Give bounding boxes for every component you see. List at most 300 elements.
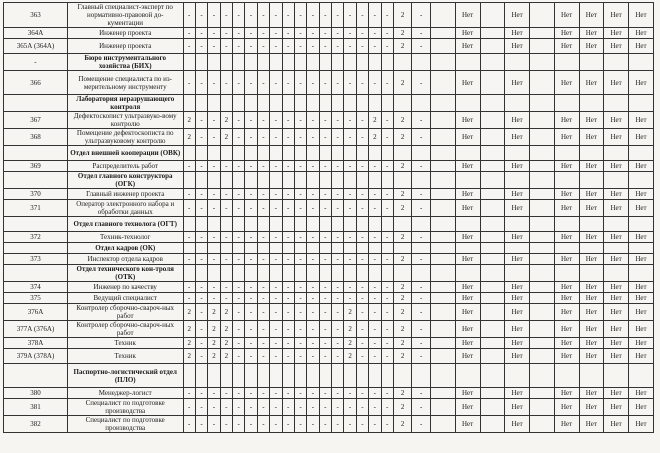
- position-name-cell: Техник: [67, 338, 183, 349]
- answer-cell: [604, 243, 629, 254]
- value-cell: [344, 54, 356, 71]
- value-cell: -: [233, 399, 245, 416]
- value-cell: -: [356, 28, 368, 39]
- answer-cell: Нет: [629, 71, 654, 95]
- value-cell: -: [294, 304, 306, 321]
- answer-cell: [480, 3, 505, 28]
- value-cell: -: [195, 3, 207, 28]
- value-cell: -: [412, 282, 431, 293]
- value-cell: -: [381, 416, 393, 433]
- answer-cell: [431, 265, 456, 282]
- value-cell: [282, 265, 294, 282]
- value-cell: -: [208, 3, 220, 28]
- answer-cell: [530, 112, 555, 129]
- value-cell: -: [307, 416, 319, 433]
- answer-cell: [431, 95, 456, 112]
- section-row: [4, 172, 654, 189]
- value-cell: [381, 217, 393, 232]
- section-title-cell: Отдел технического кон-троля (ОТК): [67, 265, 183, 282]
- row-number-cell: 380: [4, 388, 68, 399]
- answer-cell: [431, 200, 456, 217]
- value-cell: [393, 172, 412, 189]
- answer-cell: Нет: [455, 39, 480, 54]
- position-name-cell: Контролер сборочно-свароч-ных работ: [67, 304, 183, 321]
- row-number-cell: 381: [4, 399, 68, 416]
- value-cell: -: [257, 388, 269, 399]
- answer-cell: [604, 172, 629, 189]
- answer-cell: [554, 95, 579, 112]
- table-row: [4, 321, 654, 338]
- row-number-cell: 363: [4, 3, 68, 28]
- value-cell: -: [183, 161, 195, 172]
- answer-cell: Нет: [455, 232, 480, 243]
- answer-cell: [579, 217, 604, 232]
- answer-cell: [455, 54, 480, 71]
- value-cell: -: [220, 161, 232, 172]
- answer-cell: [480, 129, 505, 146]
- row-number-cell: 371: [4, 200, 68, 217]
- answer-cell: [431, 112, 456, 129]
- value-cell: -: [307, 200, 319, 217]
- value-cell: -: [245, 232, 257, 243]
- value-cell: -: [307, 304, 319, 321]
- value-cell: -: [282, 3, 294, 28]
- value-cell: -: [282, 200, 294, 217]
- value-cell: -: [282, 129, 294, 146]
- answer-cell: Нет: [629, 200, 654, 217]
- answer-cell: Нет: [554, 388, 579, 399]
- answer-cell: [480, 28, 505, 39]
- value-cell: -: [257, 71, 269, 95]
- value-cell: -: [319, 254, 331, 265]
- value-cell: [307, 146, 319, 161]
- value-cell: -: [233, 189, 245, 200]
- position-name-cell: Оператор электронного набора и обработки данных: [67, 200, 183, 217]
- value-cell: [356, 172, 368, 189]
- answer-cell: [530, 349, 555, 364]
- value-cell: [233, 54, 245, 71]
- value-cell: 2: [208, 338, 220, 349]
- value-cell: -: [332, 304, 344, 321]
- value-cell: -: [307, 232, 319, 243]
- value-cell: 2: [393, 338, 412, 349]
- value-cell: -: [369, 338, 381, 349]
- answer-cell: [480, 282, 505, 293]
- value-cell: 2: [393, 254, 412, 265]
- value-cell: -: [369, 71, 381, 95]
- value-cell: -: [344, 416, 356, 433]
- value-cell: [412, 146, 431, 161]
- answer-cell: Нет: [604, 28, 629, 39]
- value-cell: -: [381, 232, 393, 243]
- answer-cell: [629, 217, 654, 232]
- answer-cell: Нет: [554, 189, 579, 200]
- answer-cell: Нет: [505, 129, 530, 146]
- answer-cell: Нет: [455, 388, 480, 399]
- answer-cell: Нет: [455, 349, 480, 364]
- value-cell: -: [412, 338, 431, 349]
- section-row: [4, 243, 654, 254]
- value-cell: [270, 95, 282, 112]
- answer-cell: Нет: [579, 304, 604, 321]
- answer-cell: Нет: [579, 3, 604, 28]
- value-cell: [233, 95, 245, 112]
- value-cell: -: [356, 399, 368, 416]
- value-cell: -: [233, 349, 245, 364]
- row-number-cell: [4, 172, 68, 189]
- value-cell: 2: [393, 129, 412, 146]
- value-cell: -: [307, 399, 319, 416]
- value-cell: -: [356, 321, 368, 338]
- value-cell: -: [195, 293, 207, 304]
- value-cell: -: [282, 338, 294, 349]
- answer-cell: [530, 172, 555, 189]
- value-cell: [381, 172, 393, 189]
- value-cell: [282, 243, 294, 254]
- answer-cell: [480, 161, 505, 172]
- answer-cell: [554, 217, 579, 232]
- value-cell: 2: [393, 161, 412, 172]
- answer-cell: [431, 321, 456, 338]
- value-cell: [393, 265, 412, 282]
- value-cell: -: [257, 304, 269, 321]
- value-cell: [195, 95, 207, 112]
- value-cell: -: [319, 338, 331, 349]
- value-cell: -: [412, 112, 431, 129]
- answer-cell: [455, 217, 480, 232]
- section-title-cell: Отдел внешней кооперации (ОВК): [67, 146, 183, 161]
- value-cell: -: [195, 161, 207, 172]
- value-cell: -: [369, 416, 381, 433]
- value-cell: -: [270, 304, 282, 321]
- value-cell: -: [245, 282, 257, 293]
- value-cell: -: [183, 254, 195, 265]
- answer-cell: Нет: [505, 189, 530, 200]
- value-cell: 2: [183, 129, 195, 146]
- value-cell: [270, 54, 282, 71]
- value-cell: [195, 172, 207, 189]
- value-cell: [183, 172, 195, 189]
- value-cell: -: [257, 200, 269, 217]
- value-cell: [195, 243, 207, 254]
- value-cell: [344, 265, 356, 282]
- value-cell: [233, 243, 245, 254]
- answer-cell: [579, 54, 604, 71]
- table-row: [4, 39, 654, 54]
- value-cell: -: [245, 189, 257, 200]
- answer-cell: [530, 265, 555, 282]
- value-cell: -: [294, 388, 306, 399]
- answer-cell: [455, 364, 480, 388]
- answer-cell: [530, 39, 555, 54]
- answer-cell: Нет: [579, 200, 604, 217]
- value-cell: -: [319, 321, 331, 338]
- value-cell: 2: [393, 399, 412, 416]
- answer-cell: Нет: [604, 338, 629, 349]
- value-cell: -: [369, 282, 381, 293]
- value-cell: -: [332, 338, 344, 349]
- answer-cell: [480, 243, 505, 254]
- answer-cell: Нет: [629, 189, 654, 200]
- answer-cell: Нет: [455, 293, 480, 304]
- answer-cell: Нет: [629, 39, 654, 54]
- answer-cell: Нет: [505, 321, 530, 338]
- answer-cell: Нет: [579, 388, 604, 399]
- value-cell: 2: [393, 71, 412, 95]
- answer-cell: [629, 146, 654, 161]
- value-cell: -: [307, 28, 319, 39]
- value-cell: -: [245, 112, 257, 129]
- workplace-assessment-table: [3, 2, 654, 433]
- value-cell: 2: [393, 3, 412, 28]
- answer-cell: Нет: [604, 3, 629, 28]
- value-cell: -: [307, 321, 319, 338]
- value-cell: -: [220, 189, 232, 200]
- section-row: [4, 364, 654, 388]
- value-cell: -: [381, 304, 393, 321]
- position-name-cell: Специалист по подготовке производства: [67, 416, 183, 433]
- value-cell: -: [356, 293, 368, 304]
- section-row: [4, 265, 654, 282]
- value-cell: -: [307, 388, 319, 399]
- value-cell: [195, 217, 207, 232]
- value-cell: -: [208, 189, 220, 200]
- value-cell: -: [307, 161, 319, 172]
- value-cell: [208, 217, 220, 232]
- answer-cell: [530, 321, 555, 338]
- table-row: [4, 416, 654, 433]
- value-cell: -: [257, 3, 269, 28]
- value-cell: [369, 54, 381, 71]
- answer-cell: [480, 265, 505, 282]
- answer-cell: Нет: [455, 200, 480, 217]
- value-cell: -: [270, 232, 282, 243]
- answer-cell: [530, 200, 555, 217]
- value-cell: [332, 54, 344, 71]
- value-cell: -: [282, 304, 294, 321]
- answer-cell: [629, 95, 654, 112]
- value-cell: -: [307, 189, 319, 200]
- answer-cell: Нет: [554, 349, 579, 364]
- value-cell: [294, 265, 306, 282]
- value-cell: [294, 217, 306, 232]
- value-cell: -: [332, 161, 344, 172]
- value-cell: -: [208, 71, 220, 95]
- value-cell: [393, 364, 412, 388]
- answer-cell: Нет: [455, 399, 480, 416]
- value-cell: -: [282, 282, 294, 293]
- value-cell: -: [282, 254, 294, 265]
- value-cell: 2: [393, 282, 412, 293]
- answer-cell: Нет: [604, 321, 629, 338]
- value-cell: [282, 364, 294, 388]
- value-cell: -: [307, 349, 319, 364]
- value-cell: -: [233, 200, 245, 217]
- value-cell: -: [381, 388, 393, 399]
- answer-cell: Нет: [629, 3, 654, 28]
- value-cell: -: [183, 189, 195, 200]
- value-cell: -: [412, 3, 431, 28]
- value-cell: -: [245, 71, 257, 95]
- answer-cell: Нет: [455, 3, 480, 28]
- answer-cell: Нет: [505, 282, 530, 293]
- answer-cell: [530, 189, 555, 200]
- value-cell: [245, 146, 257, 161]
- answer-cell: Нет: [455, 189, 480, 200]
- position-name-cell: Главный специалист-эксперт по нормативно-правовой до-кументации: [67, 3, 183, 28]
- value-cell: -: [282, 232, 294, 243]
- answer-cell: [455, 95, 480, 112]
- value-cell: [257, 172, 269, 189]
- answer-cell: [505, 146, 530, 161]
- answer-cell: [505, 265, 530, 282]
- value-cell: -: [344, 189, 356, 200]
- value-cell: -: [344, 112, 356, 129]
- value-cell: -: [208, 39, 220, 54]
- answer-cell: [530, 364, 555, 388]
- answer-cell: Нет: [604, 200, 629, 217]
- answer-cell: [431, 217, 456, 232]
- value-cell: -: [183, 388, 195, 399]
- answer-cell: Нет: [579, 71, 604, 95]
- answer-cell: [530, 304, 555, 321]
- value-cell: -: [356, 71, 368, 95]
- value-cell: -: [319, 112, 331, 129]
- value-cell: [270, 217, 282, 232]
- value-cell: [356, 146, 368, 161]
- answer-cell: [505, 364, 530, 388]
- answer-cell: [579, 243, 604, 254]
- value-cell: -: [381, 112, 393, 129]
- value-cell: [208, 146, 220, 161]
- value-cell: -: [195, 39, 207, 54]
- answer-cell: Нет: [629, 112, 654, 129]
- value-cell: [393, 217, 412, 232]
- row-number-cell: 376А: [4, 304, 68, 321]
- value-cell: 2: [393, 293, 412, 304]
- value-cell: -: [332, 254, 344, 265]
- value-cell: -: [294, 293, 306, 304]
- answer-cell: [431, 71, 456, 95]
- answer-cell: Нет: [604, 399, 629, 416]
- answer-cell: [431, 364, 456, 388]
- value-cell: -: [245, 349, 257, 364]
- value-cell: -: [195, 416, 207, 433]
- value-cell: -: [233, 321, 245, 338]
- answer-cell: [629, 172, 654, 189]
- value-cell: [208, 364, 220, 388]
- value-cell: -: [369, 161, 381, 172]
- answer-cell: [480, 39, 505, 54]
- value-cell: -: [257, 349, 269, 364]
- answer-cell: [480, 112, 505, 129]
- answer-cell: [530, 95, 555, 112]
- value-cell: -: [245, 321, 257, 338]
- position-name-cell: Помещение дефектоскописта по ультразвуковому контролю: [67, 129, 183, 146]
- value-cell: [270, 172, 282, 189]
- value-cell: 2: [183, 349, 195, 364]
- value-cell: -: [270, 282, 282, 293]
- value-cell: -: [270, 39, 282, 54]
- value-cell: -: [245, 200, 257, 217]
- value-cell: -: [257, 321, 269, 338]
- value-cell: -: [233, 232, 245, 243]
- value-cell: -: [356, 338, 368, 349]
- table-row: [4, 254, 654, 265]
- value-cell: 2: [393, 388, 412, 399]
- table-row: [4, 304, 654, 321]
- value-cell: -: [270, 416, 282, 433]
- value-cell: [294, 54, 306, 71]
- answer-cell: [480, 254, 505, 265]
- answer-cell: Нет: [604, 293, 629, 304]
- value-cell: [245, 95, 257, 112]
- position-name-cell: Инспектор отдела кадров: [67, 254, 183, 265]
- answer-cell: [431, 39, 456, 54]
- position-name-cell: Распределитель работ: [67, 161, 183, 172]
- value-cell: -: [412, 254, 431, 265]
- value-cell: [393, 243, 412, 254]
- value-cell: [412, 243, 431, 254]
- position-name-cell: Инженер проекта: [67, 28, 183, 39]
- value-cell: -: [270, 3, 282, 28]
- row-number-cell: 367: [4, 112, 68, 129]
- answer-cell: Нет: [629, 129, 654, 146]
- answer-cell: Нет: [455, 254, 480, 265]
- value-cell: -: [257, 39, 269, 54]
- value-cell: -: [257, 161, 269, 172]
- answer-cell: [505, 172, 530, 189]
- answer-cell: [554, 364, 579, 388]
- answer-cell: [554, 54, 579, 71]
- table-row: [4, 200, 654, 217]
- value-cell: [344, 217, 356, 232]
- row-number-cell: 370: [4, 189, 68, 200]
- answer-cell: Нет: [579, 254, 604, 265]
- value-cell: -: [381, 161, 393, 172]
- answer-cell: [431, 399, 456, 416]
- value-cell: [356, 364, 368, 388]
- answer-cell: Нет: [554, 416, 579, 433]
- value-cell: [381, 54, 393, 71]
- row-number-cell: 364А: [4, 28, 68, 39]
- value-cell: -: [307, 129, 319, 146]
- value-cell: [220, 172, 232, 189]
- value-cell: 2: [369, 112, 381, 129]
- value-cell: -: [282, 161, 294, 172]
- value-cell: [307, 217, 319, 232]
- value-cell: -: [344, 39, 356, 54]
- row-number-cell: [4, 95, 68, 112]
- value-cell: -: [344, 399, 356, 416]
- value-cell: -: [369, 399, 381, 416]
- value-cell: -: [319, 232, 331, 243]
- answer-cell: Нет: [629, 232, 654, 243]
- value-cell: -: [183, 416, 195, 433]
- answer-cell: Нет: [604, 232, 629, 243]
- value-cell: -: [369, 232, 381, 243]
- answer-cell: Нет: [455, 304, 480, 321]
- section-title-cell: Паспортно-логистический отдел (ПЛО): [67, 364, 183, 388]
- section-title-cell: Лаборатория неразрушающего контроля: [67, 95, 183, 112]
- value-cell: -: [294, 28, 306, 39]
- answer-cell: Нет: [554, 112, 579, 129]
- answer-cell: [480, 293, 505, 304]
- value-cell: [412, 172, 431, 189]
- answer-cell: [530, 416, 555, 433]
- value-cell: 2: [393, 189, 412, 200]
- section-title-cell: Бюро инструментального хозяйства (БИХ): [67, 54, 183, 71]
